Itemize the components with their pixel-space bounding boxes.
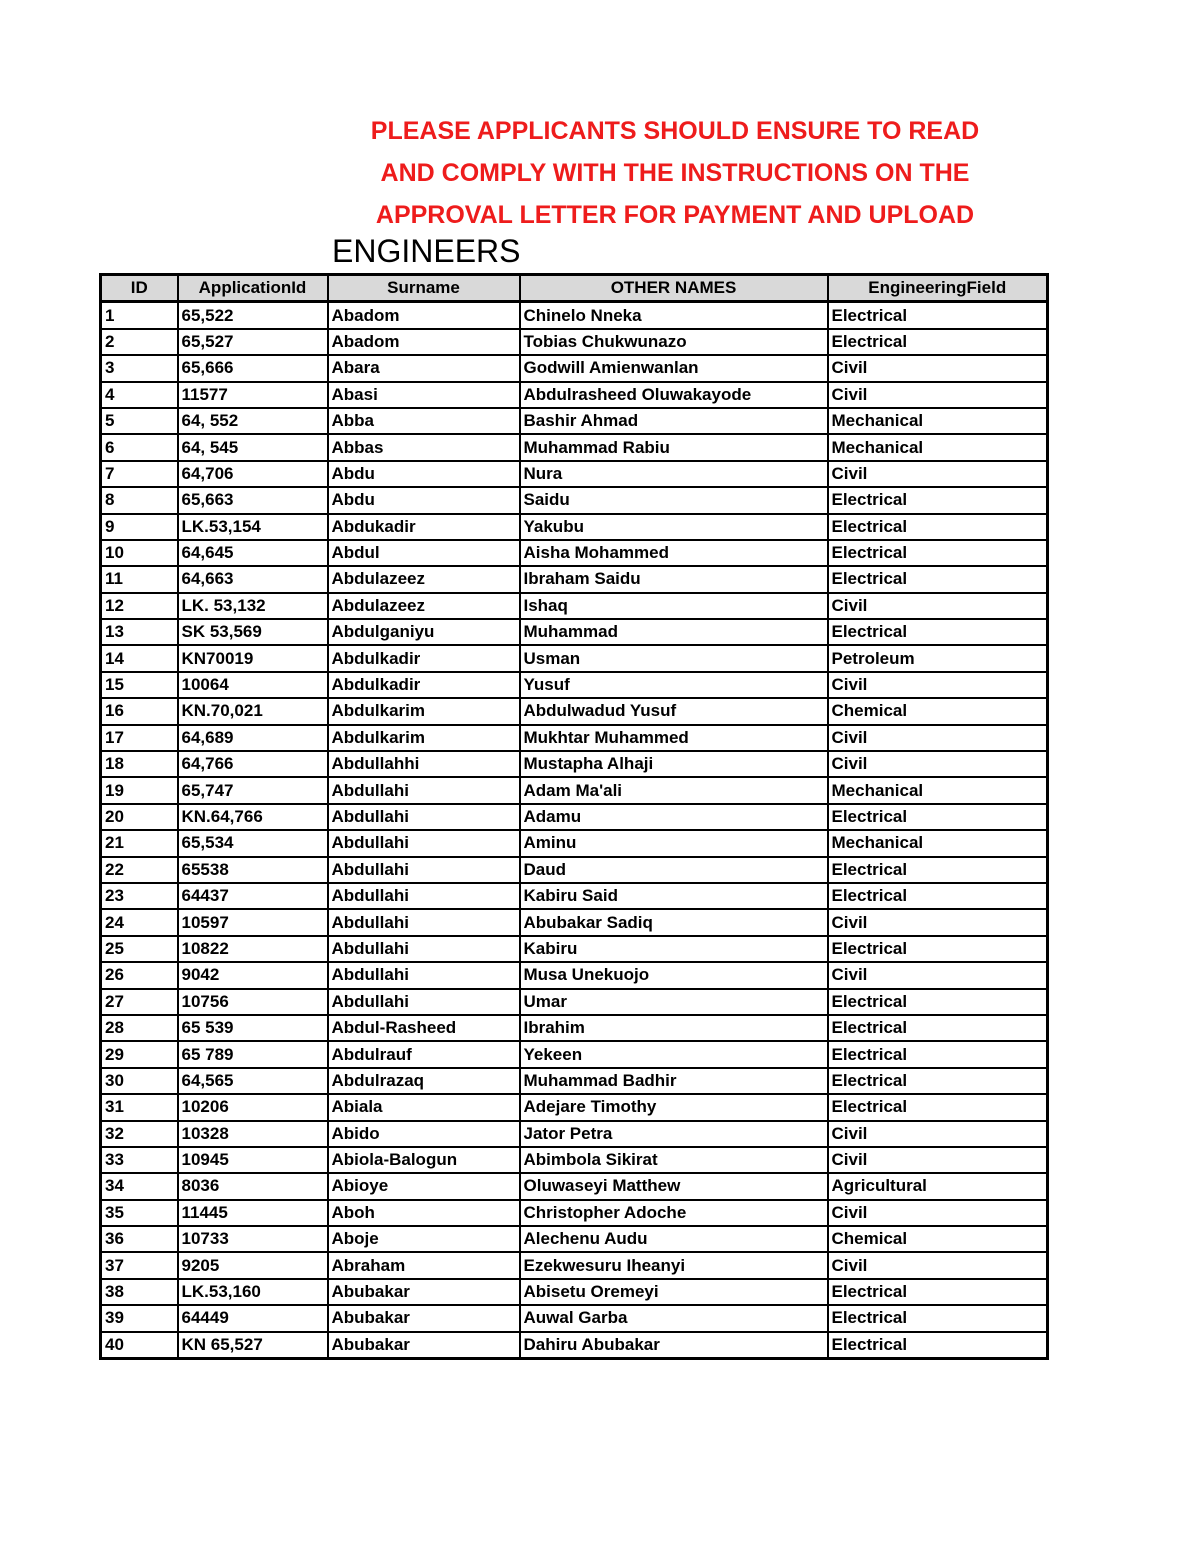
cell-id: 39 (101, 1305, 178, 1331)
column-header-other-names: OTHER NAMES (520, 275, 828, 302)
cell-engineering-field: Electrical (828, 514, 1048, 540)
cell-application-id: 10756 (178, 989, 328, 1015)
cell-application-id: 10822 (178, 936, 328, 962)
cell-surname: Abdulkadir (328, 672, 520, 698)
cell-id: 37 (101, 1252, 178, 1278)
cell-application-id: 65,522 (178, 302, 328, 329)
cell-other-names: Muhammad Badhir (520, 1068, 828, 1094)
cell-surname: Abara (328, 355, 520, 381)
cell-other-names: Muhammad Rabiu (520, 434, 828, 460)
cell-surname: Abdullahi (328, 777, 520, 803)
cell-application-id: 8036 (178, 1173, 328, 1199)
cell-engineering-field: Civil (828, 672, 1048, 698)
cell-id: 5 (101, 408, 178, 434)
cell-application-id: 65,527 (178, 329, 328, 355)
cell-other-names: Abimbola Sikirat (520, 1147, 828, 1173)
cell-engineering-field: Electrical (828, 1332, 1048, 1359)
cell-engineering-field: Civil (828, 355, 1048, 381)
cell-id: 29 (101, 1041, 178, 1067)
cell-surname: Abdu (328, 487, 520, 513)
cell-id: 4 (101, 382, 178, 408)
cell-application-id: KN70019 (178, 645, 328, 671)
section-title: ENGINEERS (332, 233, 521, 269)
cell-engineering-field: Civil (828, 962, 1048, 988)
cell-application-id: 64,645 (178, 540, 328, 566)
cell-application-id: 10733 (178, 1226, 328, 1252)
cell-engineering-field: Electrical (828, 540, 1048, 566)
cell-engineering-field: Civil (828, 593, 1048, 619)
cell-other-names: Umar (520, 989, 828, 1015)
cell-id: 23 (101, 883, 178, 909)
cell-application-id: 10206 (178, 1094, 328, 1120)
cell-engineering-field: Electrical (828, 1068, 1048, 1094)
cell-other-names: Chinelo Nneka (520, 302, 828, 329)
column-header-application-id: ApplicationId (178, 275, 328, 302)
cell-engineering-field: Electrical (828, 566, 1048, 592)
cell-other-names: Auwal Garba (520, 1305, 828, 1331)
notice-line-2: AND COMPLY WITH THE INSTRUCTIONS ON THE (380, 159, 970, 187)
cell-other-names: Nura (520, 461, 828, 487)
cell-id: 32 (101, 1121, 178, 1147)
cell-id: 2 (101, 329, 178, 355)
cell-application-id: 64,689 (178, 725, 328, 751)
cell-id: 1 (101, 302, 178, 329)
cell-other-names: Mukhtar Muhammed (520, 725, 828, 751)
cell-other-names: Yekeen (520, 1041, 828, 1067)
table-row (101, 962, 1048, 988)
cell-engineering-field: Agricultural (828, 1173, 1048, 1199)
table-row (101, 1200, 1048, 1226)
table-row (101, 989, 1048, 1015)
cell-id: 40 (101, 1332, 178, 1359)
cell-surname: Abba (328, 408, 520, 434)
cell-surname: Abdulazeez (328, 593, 520, 619)
cell-engineering-field: Civil (828, 909, 1048, 935)
cell-surname: Abdullahi (328, 883, 520, 909)
cell-engineering-field: Electrical (828, 883, 1048, 909)
cell-id: 22 (101, 857, 178, 883)
table-row (101, 1173, 1048, 1199)
table-row (101, 329, 1048, 355)
cell-surname: Abdullahi (328, 830, 520, 856)
cell-other-names: Mustapha Alhaji (520, 751, 828, 777)
cell-id: 27 (101, 989, 178, 1015)
cell-application-id: 65 789 (178, 1041, 328, 1067)
cell-application-id: 65,747 (178, 777, 328, 803)
cell-other-names: Adejare Timothy (520, 1094, 828, 1120)
cell-id: 6 (101, 434, 178, 460)
cell-engineering-field: Electrical (828, 1094, 1048, 1120)
column-header-id: ID (101, 275, 178, 302)
table-row (101, 487, 1048, 513)
table-row (101, 355, 1048, 381)
cell-application-id: 65538 (178, 857, 328, 883)
table-row (101, 645, 1048, 671)
cell-engineering-field: Civil (828, 382, 1048, 408)
cell-id: 17 (101, 725, 178, 751)
cell-surname: Aboh (328, 1200, 520, 1226)
cell-application-id: 11577 (178, 382, 328, 408)
table-row (101, 593, 1048, 619)
cell-id: 13 (101, 619, 178, 645)
cell-id: 8 (101, 487, 178, 513)
cell-application-id: KN.70,021 (178, 698, 328, 724)
table-body (101, 302, 1048, 1359)
cell-application-id: 10064 (178, 672, 328, 698)
cell-other-names: Ishaq (520, 593, 828, 619)
cell-engineering-field: Mechanical (828, 777, 1048, 803)
cell-other-names: Alechenu Audu (520, 1226, 828, 1252)
table-row (101, 1279, 1048, 1305)
table-row (101, 408, 1048, 434)
cell-engineering-field: Chemical (828, 1226, 1048, 1252)
cell-id: 28 (101, 1015, 178, 1041)
table-row (101, 1305, 1048, 1331)
cell-surname: Aboje (328, 1226, 520, 1252)
cell-engineering-field: Civil (828, 725, 1048, 751)
cell-application-id: 10328 (178, 1121, 328, 1147)
cell-id: 21 (101, 830, 178, 856)
cell-application-id: LK.53,154 (178, 514, 328, 540)
instruction-notice (330, 110, 1020, 236)
cell-other-names: Usman (520, 645, 828, 671)
cell-id: 35 (101, 1200, 178, 1226)
cell-surname: Abdullahi (328, 804, 520, 830)
table-row (101, 936, 1048, 962)
notice-line-1: PLEASE APPLICANTS SHOULD ENSURE TO READ (370, 117, 980, 145)
table-row (101, 1147, 1048, 1173)
applicants-table (99, 273, 1049, 1360)
cell-id: 7 (101, 461, 178, 487)
cell-other-names: Christopher Adoche (520, 1200, 828, 1226)
cell-surname: Abdukadir (328, 514, 520, 540)
cell-application-id: 65,534 (178, 830, 328, 856)
cell-other-names: Adam Ma'ali (520, 777, 828, 803)
cell-application-id: KN 65,527 (178, 1332, 328, 1359)
cell-application-id: SK 53,569 (178, 619, 328, 645)
cell-engineering-field: Electrical (828, 329, 1048, 355)
cell-other-names: Ibraham Saidu (520, 566, 828, 592)
table-row (101, 1226, 1048, 1252)
cell-application-id: 10597 (178, 909, 328, 935)
table-row (101, 1121, 1048, 1147)
table-row (101, 302, 1048, 329)
cell-id: 19 (101, 777, 178, 803)
cell-application-id: 64449 (178, 1305, 328, 1331)
cell-application-id: 9042 (178, 962, 328, 988)
cell-id: 20 (101, 804, 178, 830)
cell-surname: Abubakar (328, 1279, 520, 1305)
cell-other-names: Aisha Mohammed (520, 540, 828, 566)
cell-engineering-field: Mechanical (828, 830, 1048, 856)
cell-id: 24 (101, 909, 178, 935)
cell-application-id: 64,565 (178, 1068, 328, 1094)
cell-id: 11 (101, 566, 178, 592)
column-header-surname: Surname (328, 275, 520, 302)
cell-surname: Abdullahi (328, 909, 520, 935)
cell-id: 15 (101, 672, 178, 698)
table-row (101, 725, 1048, 751)
cell-id: 38 (101, 1279, 178, 1305)
cell-surname: Abdul (328, 540, 520, 566)
cell-engineering-field: Electrical (828, 302, 1048, 329)
table-row (101, 751, 1048, 777)
cell-surname: Abdulrauf (328, 1041, 520, 1067)
table-row (101, 540, 1048, 566)
cell-other-names: Adamu (520, 804, 828, 830)
cell-other-names: Daud (520, 857, 828, 883)
table-row (101, 672, 1048, 698)
cell-other-names: Abisetu Oremeyi (520, 1279, 828, 1305)
cell-engineering-field: Electrical (828, 1305, 1048, 1331)
cell-id: 12 (101, 593, 178, 619)
cell-engineering-field: Electrical (828, 989, 1048, 1015)
cell-engineering-field: Civil (828, 461, 1048, 487)
cell-other-names: Yusuf (520, 672, 828, 698)
cell-surname: Abbas (328, 434, 520, 460)
cell-id: 10 (101, 540, 178, 566)
cell-application-id: 64437 (178, 883, 328, 909)
cell-engineering-field: Electrical (828, 1041, 1048, 1067)
cell-surname: Abdullahi (328, 857, 520, 883)
cell-engineering-field: Electrical (828, 936, 1048, 962)
cell-engineering-field: Civil (828, 751, 1048, 777)
cell-surname: Abadom (328, 302, 520, 329)
cell-engineering-field: Electrical (828, 1279, 1048, 1305)
cell-engineering-field: Electrical (828, 804, 1048, 830)
cell-id: 3 (101, 355, 178, 381)
table-row (101, 461, 1048, 487)
cell-id: 36 (101, 1226, 178, 1252)
cell-application-id: 64, 545 (178, 434, 328, 460)
cell-other-names: Bashir Ahmad (520, 408, 828, 434)
cell-surname: Abdulganiyu (328, 619, 520, 645)
cell-other-names: Muhammad (520, 619, 828, 645)
cell-surname: Abasi (328, 382, 520, 408)
table-row (101, 1068, 1048, 1094)
cell-surname: Abdul-Rasheed (328, 1015, 520, 1041)
table-row (101, 857, 1048, 883)
cell-other-names: Saidu (520, 487, 828, 513)
cell-engineering-field: Electrical (828, 857, 1048, 883)
cell-other-names: Jator Petra (520, 1121, 828, 1147)
cell-other-names: Yakubu (520, 514, 828, 540)
cell-application-id: 64,663 (178, 566, 328, 592)
cell-engineering-field: Electrical (828, 1015, 1048, 1041)
cell-surname: Abdullahi (328, 962, 520, 988)
cell-engineering-field: Chemical (828, 698, 1048, 724)
cell-surname: Abraham (328, 1252, 520, 1278)
table-row (101, 434, 1048, 460)
cell-surname: Abdu (328, 461, 520, 487)
table-row (101, 883, 1048, 909)
cell-other-names: Musa Unekuojo (520, 962, 828, 988)
table-row (101, 909, 1048, 935)
cell-other-names: Ezekwesuru Iheanyi (520, 1252, 828, 1278)
cell-engineering-field: Electrical (828, 487, 1048, 513)
cell-engineering-field: Civil (828, 1200, 1048, 1226)
cell-surname: Abdullahhi (328, 751, 520, 777)
cell-id: 25 (101, 936, 178, 962)
cell-id: 34 (101, 1173, 178, 1199)
cell-application-id: 64,766 (178, 751, 328, 777)
cell-surname: Abido (328, 1121, 520, 1147)
cell-application-id: 65 539 (178, 1015, 328, 1041)
table-row (101, 1332, 1048, 1359)
cell-other-names: Kabiru (520, 936, 828, 962)
cell-id: 30 (101, 1068, 178, 1094)
cell-surname: Abiola-Balogun (328, 1147, 520, 1173)
cell-engineering-field: Electrical (828, 619, 1048, 645)
cell-surname: Abubakar (328, 1332, 520, 1359)
cell-id: 18 (101, 751, 178, 777)
cell-application-id: LK. 53,132 (178, 593, 328, 619)
table-row (101, 1015, 1048, 1041)
cell-other-names: Ibrahim (520, 1015, 828, 1041)
table-row (101, 619, 1048, 645)
notice-line-3: APPROVAL LETTER FOR PAYMENT AND UPLOAD (375, 201, 975, 229)
cell-application-id: LK.53,160 (178, 1279, 328, 1305)
cell-other-names: Aminu (520, 830, 828, 856)
cell-other-names: Tobias Chukwunazo (520, 329, 828, 355)
cell-other-names: Abdulrasheed Oluwakayode (520, 382, 828, 408)
cell-id: 16 (101, 698, 178, 724)
cell-application-id: 64, 552 (178, 408, 328, 434)
cell-application-id: 10945 (178, 1147, 328, 1173)
cell-surname: Abdulrazaq (328, 1068, 520, 1094)
table-row (101, 804, 1048, 830)
cell-surname: Abubakar (328, 1305, 520, 1331)
cell-surname: Abdulkarim (328, 725, 520, 751)
cell-surname: Abdulkarim (328, 698, 520, 724)
cell-engineering-field: Petroleum (828, 645, 1048, 671)
table-row (101, 1252, 1048, 1278)
table-row (101, 1041, 1048, 1067)
cell-other-names: Abdulwadud Yusuf (520, 698, 828, 724)
table-row (101, 830, 1048, 856)
cell-id: 33 (101, 1147, 178, 1173)
cell-other-names: Dahiru Abubakar (520, 1332, 828, 1359)
cell-other-names: Kabiru Said (520, 883, 828, 909)
column-header-engineering-field: EngineeringField (828, 275, 1048, 302)
table-row (101, 382, 1048, 408)
table-row (101, 777, 1048, 803)
cell-engineering-field: Civil (828, 1252, 1048, 1278)
table-row (101, 698, 1048, 724)
cell-surname: Abdulkadir (328, 645, 520, 671)
cell-other-names: Oluwaseyi Matthew (520, 1173, 828, 1199)
cell-application-id: KN.64,766 (178, 804, 328, 830)
header-row (101, 275, 1048, 302)
cell-engineering-field: Mechanical (828, 408, 1048, 434)
cell-other-names: Godwill Amienwanlan (520, 355, 828, 381)
cell-id: 26 (101, 962, 178, 988)
cell-id: 31 (101, 1094, 178, 1120)
cell-engineering-field: Civil (828, 1121, 1048, 1147)
cell-other-names: Abubakar Sadiq (520, 909, 828, 935)
cell-application-id: 9205 (178, 1252, 328, 1278)
cell-surname: Abdulazeez (328, 566, 520, 592)
cell-engineering-field: Mechanical (828, 434, 1048, 460)
cell-application-id: 64,706 (178, 461, 328, 487)
cell-engineering-field: Civil (828, 1147, 1048, 1173)
cell-application-id: 11445 (178, 1200, 328, 1226)
cell-surname: Abiala (328, 1094, 520, 1120)
table-row (101, 1094, 1048, 1120)
cell-id: 14 (101, 645, 178, 671)
cell-surname: Abioye (328, 1173, 520, 1199)
table-header (101, 275, 1048, 302)
cell-surname: Abadom (328, 329, 520, 355)
cell-surname: Abdullahi (328, 936, 520, 962)
cell-application-id: 65,663 (178, 487, 328, 513)
cell-surname: Abdullahi (328, 989, 520, 1015)
cell-application-id: 65,666 (178, 355, 328, 381)
table-row (101, 514, 1048, 540)
table-row (101, 566, 1048, 592)
cell-id: 9 (101, 514, 178, 540)
